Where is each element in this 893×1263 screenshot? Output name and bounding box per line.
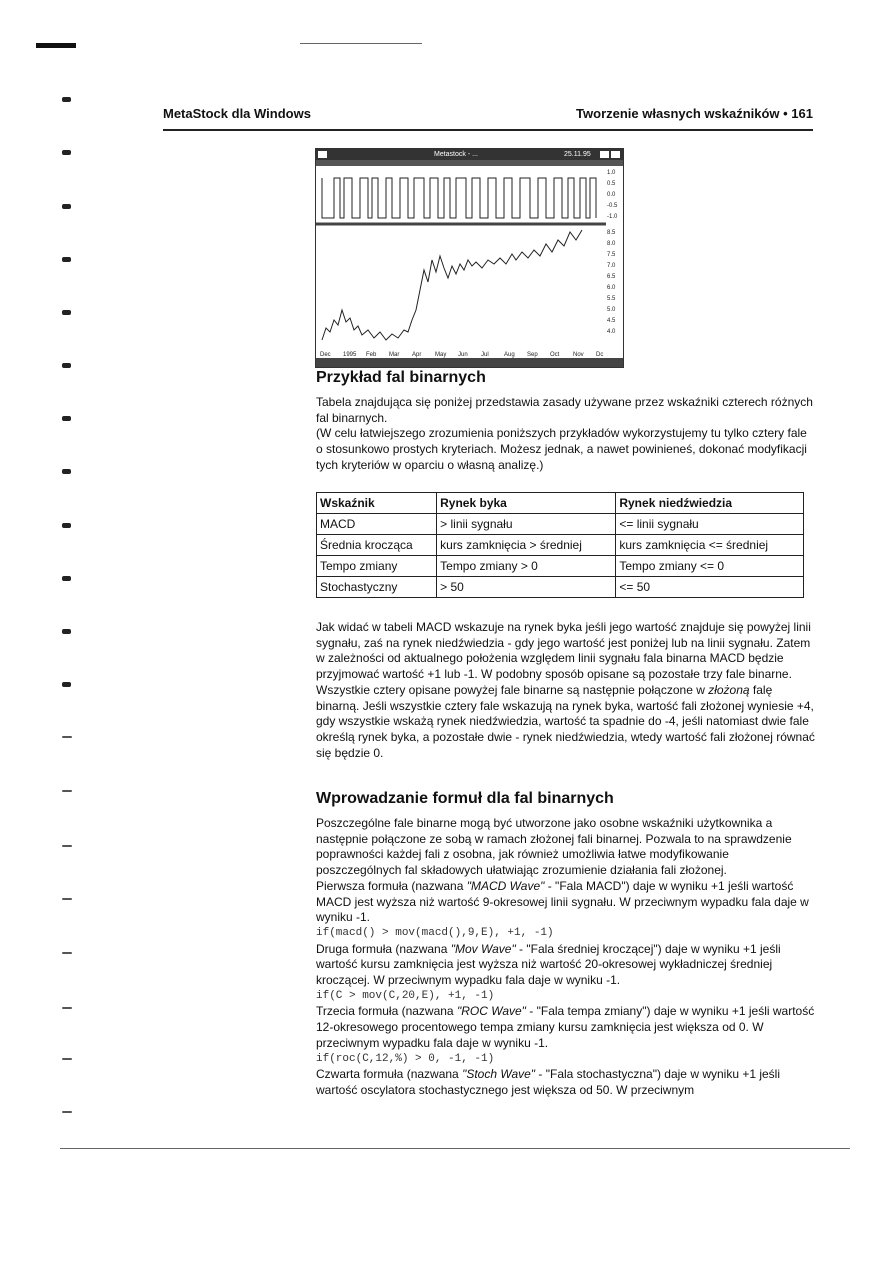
table-cell: Tempo zmiany > 0	[437, 556, 616, 577]
text-span: - "Fala stochastyczna") daje w wyniku +1 jeśli wartość oscylatora stochastycznego jest większa od 50. W przeciwnym	[316, 1067, 781, 1097]
header-rule	[163, 129, 813, 131]
section2-text	[316, 816, 816, 1099]
month-label: Feb	[366, 352, 377, 358]
formula-code: if(C > mov(C,20,E), +1, -1)	[316, 989, 495, 1002]
table-cell: MACD	[317, 514, 437, 535]
scale-label: 5.0	[607, 307, 616, 313]
text-span: - "Fala średniej kroczącej") daje w wyniku +1 jeśli wartość kursu zamknięcia jest wyższa niż wartość 20-okresowej wykładniczej średniej kroczącej. W przeciwnym wypadku fala daje w wyniku -1.	[316, 941, 781, 988]
text-span: - "Fala MACD") daje w wyniku +1 jeśli wartość MACD jest wyższa niż wartość 9-okresowej linii sygnału. W przeciwnym wypadku fala daje w wyniku -1.	[316, 878, 809, 925]
scale-label: 4.0	[607, 329, 616, 335]
scale-label: -1.0	[607, 214, 618, 220]
month-label: Mar	[389, 352, 400, 358]
text-span: Trzecia formuła (nazwana	[316, 1004, 457, 1019]
table-header: Rynek byka	[437, 493, 616, 514]
margin-mark	[62, 257, 71, 262]
margin-mark	[62, 1111, 72, 1113]
margin-mark	[62, 952, 72, 954]
margin-mark	[62, 1058, 72, 1060]
binary-wave-panel	[316, 178, 606, 224]
section-title-2: Wprowadzanie formuł dla fal binarnych	[316, 790, 614, 807]
table-cell: Tempo zmiany	[317, 556, 437, 577]
margin-mark	[62, 682, 71, 687]
table-cell: Średnia krocząca	[317, 535, 437, 556]
table-cell: > 50	[437, 577, 616, 598]
margin-mark	[62, 576, 71, 581]
table-row	[317, 514, 804, 535]
scale-label: 6.0	[607, 285, 616, 291]
system-menu-icon	[318, 151, 327, 158]
chart-window-date: 25.11.95	[564, 151, 591, 158]
month-label: May	[435, 352, 447, 358]
month-label: Nov	[573, 352, 584, 358]
section-title-1: Przykład fal binarnych	[316, 369, 486, 386]
paragraph	[316, 1004, 816, 1051]
table-header: Rynek niedźwiedzia	[616, 493, 804, 514]
paragraph: Poszczególne fale binarne mogą być utworzone jako osobne wskaźniki użytkownika a następnie połączone ze sobą w ramach złożonej fali binarnej. Pozwala to na sprawdzenie poprawności każdej fali z osobna, jak również umożliwia łatwe modyfikowanie poszczególnych fal składowych ułatwiając zrozumienie działania fali złożonej.	[316, 816, 792, 878]
rules-table	[316, 492, 804, 598]
header-left: MetaStock dla Windows	[163, 106, 311, 121]
scale-label: 5.5	[607, 296, 616, 302]
text-span: Druga formuła (nazwana	[316, 941, 451, 956]
header-right: Tworzenie własnych wskaźników • 161	[576, 106, 813, 121]
page-header	[163, 106, 813, 126]
margin-mark	[62, 1007, 72, 1009]
margin-mark	[62, 97, 71, 102]
minimize-icon	[600, 151, 609, 158]
lower-scale	[607, 230, 616, 335]
paragraph	[316, 683, 816, 762]
table-cell: Tempo zmiany <= 0	[616, 556, 804, 577]
table-header: Wskaźnik	[317, 493, 437, 514]
margin-mark	[62, 469, 71, 474]
scale-label: 0.0	[607, 192, 616, 198]
formula-name: "ROC Wave"	[456, 1004, 526, 1019]
table-cell: <= linii sygnału	[616, 514, 804, 535]
margin-mark	[62, 629, 71, 634]
scale-label: 1.0	[607, 170, 616, 176]
scale-label: 8.0	[607, 241, 616, 247]
scale-label: 8.5	[607, 230, 616, 236]
scale-label: 6.5	[607, 274, 616, 280]
top-rule	[300, 43, 422, 44]
section1-text	[316, 395, 816, 474]
formula-name: "MACD Wave"	[466, 878, 545, 893]
margin-mark	[62, 790, 72, 792]
table-row	[317, 535, 804, 556]
chart-screenshot	[315, 148, 624, 368]
formula-name: "Stoch Wave"	[462, 1067, 536, 1082]
upper-scale	[607, 170, 618, 220]
month-label: 1995	[343, 352, 357, 358]
text-span: - "Fala tempa zmiany") daje w wyniku +1 jeśli wartość 12-okresowego procentowego tempa zmiany kursu zamknięcia jest większa od 0. W przeciwnym wypadku fala daje w wyniku -1.	[316, 1004, 815, 1050]
month-label: Dc	[596, 352, 604, 358]
paragraph	[316, 879, 816, 926]
margin-mark	[62, 898, 72, 900]
table-cell: kurs zamknięcia <= średniej	[616, 535, 804, 556]
margin-mark	[62, 310, 71, 315]
table-row	[317, 556, 804, 577]
month-label: Apr	[412, 352, 422, 358]
month-label: Aug	[504, 352, 515, 358]
margin-mark	[62, 845, 72, 847]
month-label: Oct	[550, 352, 560, 358]
margin-mark	[62, 363, 71, 368]
margin-marks	[40, 0, 80, 1263]
margin-mark	[62, 736, 72, 738]
emphasis: złożoną	[708, 682, 750, 697]
chart-titlebar	[316, 149, 623, 160]
table-cell: > linii sygnału	[437, 514, 616, 535]
section1-after-text	[316, 620, 816, 761]
table-header-row	[317, 493, 804, 514]
table-cell: <= 50	[616, 577, 804, 598]
scale-label: 7.5	[607, 252, 616, 258]
text-span: Wszystkie cztery opisane powyżej fale binarne są następnie połączone w	[316, 682, 709, 697]
formula-code: if(roc(C,12,%) > 0, -1, -1)	[316, 1052, 495, 1065]
chart-svg	[316, 160, 623, 358]
month-label: Jun	[458, 352, 468, 358]
formula-name: "Mov Wave"	[450, 941, 516, 956]
price-panel	[322, 230, 582, 340]
text-span: Czwarta formuła (nazwana	[316, 1067, 463, 1082]
paragraph: (W celu łatwiejszego zrozumienia poniższych przykładów wykorzystujemy tu tylko cztery fale o stosunkowo prostych kryteriach. Możesz jednak, a nawet powinieneś, dokonać modyfikacji tych kryteriów w oparciu o własną analizę.)	[316, 426, 807, 472]
margin-mark	[62, 150, 71, 155]
margin-mark	[62, 204, 71, 209]
chart-window-title: Metastock - ...	[434, 151, 478, 158]
month-label: Sep	[527, 352, 538, 358]
horizontal-scrollbar	[316, 358, 623, 367]
margin-mark	[62, 416, 71, 421]
month-label: Dec	[320, 352, 331, 358]
paragraph	[316, 942, 816, 989]
table-cell: Stochastyczny	[317, 577, 437, 598]
table-cell: kurs zamknięcia > średniej	[437, 535, 616, 556]
paragraph: Jak widać w tabeli MACD wskazuje na rynek byka jeśli jego wartość znajduje się powyżej linii sygnału, zaś na rynek niedźwiedzia - gdy jego wartość jest poniżej lub na linii sygnału. Zatem w zależności od aktualnego położenia względem linii sygnału fala binarna MACD będzie przyjmować wartość +1 lub -1. W podobny sposób opisane są pozostałe trzy fale binarne.	[316, 620, 811, 682]
paragraph	[316, 1067, 816, 1098]
table-row	[317, 577, 804, 598]
scale-label: 0.5	[607, 181, 616, 187]
formula-code: if(macd() > mov(macd(),9,E), +1, -1)	[316, 926, 554, 939]
margin-mark	[62, 523, 71, 528]
scale-label: -0.5	[607, 203, 618, 209]
bottom-rule	[60, 1148, 850, 1149]
text-span: Pierwsza formuła (nazwana	[316, 878, 467, 893]
month-label: Jul	[481, 352, 489, 358]
scale-label: 7.0	[607, 263, 616, 269]
paragraph: Tabela znajdująca się poniżej przedstawia zasady używane przez wskaźniki czterech różnych fal binarnych.	[316, 395, 813, 425]
scale-label: 4.5	[607, 318, 616, 324]
maximize-icon	[611, 151, 620, 158]
text-span: falę binarną. Jeśli wszystkie cztery fale wskazują na rynek byka, wartość fali złożonej wyniesie +4, gdy wszystkie wskażą rynek niedźwiedzia, wartość ta spadnie do -4, jeśli natomiast dwie fale określą rynek byka, a pozostałe dwie - rynek niedźwiedzia, wtedy wartość fali złożonej równać się będzie 0.	[316, 682, 815, 760]
